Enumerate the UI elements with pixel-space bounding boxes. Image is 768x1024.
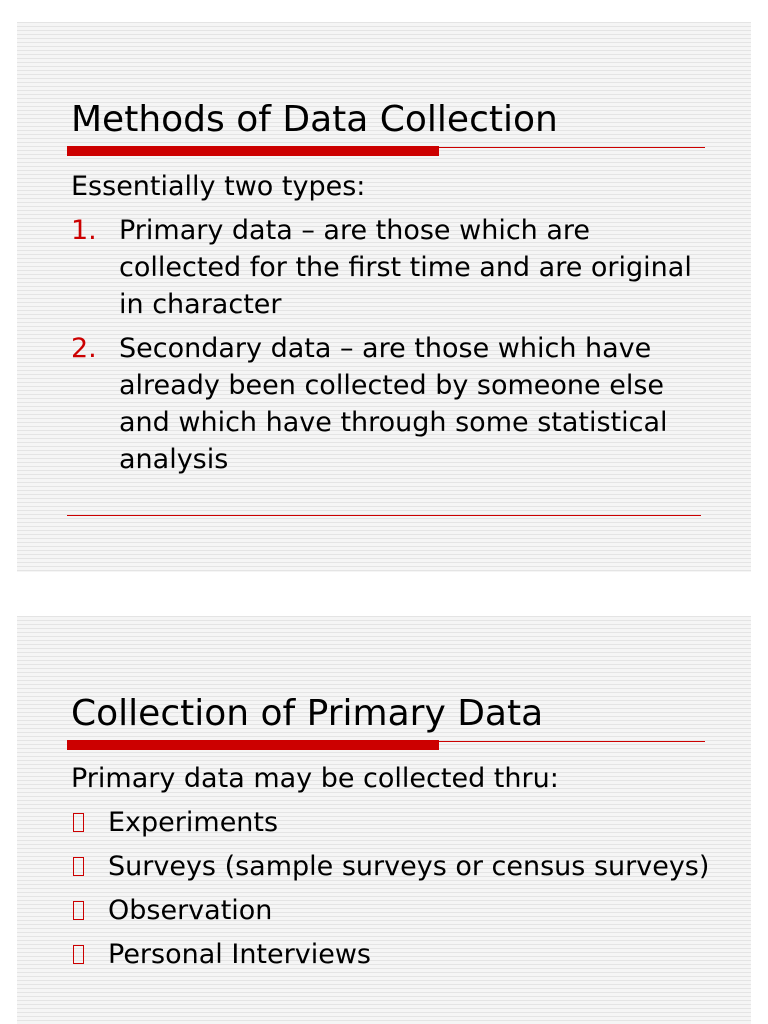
- item-text: Personal Interviews: [108, 939, 371, 970]
- slide-body: [71, 168, 711, 478]
- bullet-item: [71, 892, 711, 929]
- slide-collection-of-primary-data: [17, 616, 751, 1024]
- lead-text: Primary data may be collected thru:: [71, 763, 559, 794]
- bullet-item: [71, 936, 711, 973]
- bullet-item: [71, 804, 711, 841]
- square-bullet-icon: [73, 945, 84, 964]
- numbered-item: [71, 212, 711, 323]
- slide-title: Methods of Data Collection: [71, 99, 558, 140]
- item-number: 2.: [71, 333, 97, 364]
- slide-body: [71, 760, 711, 973]
- item-text: Observation: [108, 895, 273, 926]
- square-bullet-icon: [73, 813, 84, 832]
- title-underline-thick: [67, 146, 439, 156]
- slide-title: Collection of Primary Data: [71, 693, 544, 734]
- item-text: Primary data – are those which are collected for the first time and are original in character: [119, 215, 692, 320]
- slide-methods-of-data-collection: [17, 22, 751, 572]
- square-bullet-icon: [73, 857, 84, 876]
- item-text: Surveys (sample surveys or census surveys): [108, 851, 710, 882]
- bottom-rule: [67, 515, 701, 516]
- numbered-item: [71, 330, 711, 478]
- item-text: Experiments: [108, 807, 279, 838]
- title-underline-thick: [67, 740, 439, 750]
- bullet-item: [71, 848, 711, 885]
- lead-text: Essentially two types:: [71, 171, 366, 202]
- square-bullet-icon: [73, 901, 84, 920]
- title-underline-thin: [439, 741, 705, 742]
- item-text: Secondary data – are those which have already been collected by someone else and which have through some statistical analysis: [119, 333, 668, 475]
- title-underline-thin: [439, 147, 705, 148]
- item-number: 1.: [71, 215, 97, 246]
